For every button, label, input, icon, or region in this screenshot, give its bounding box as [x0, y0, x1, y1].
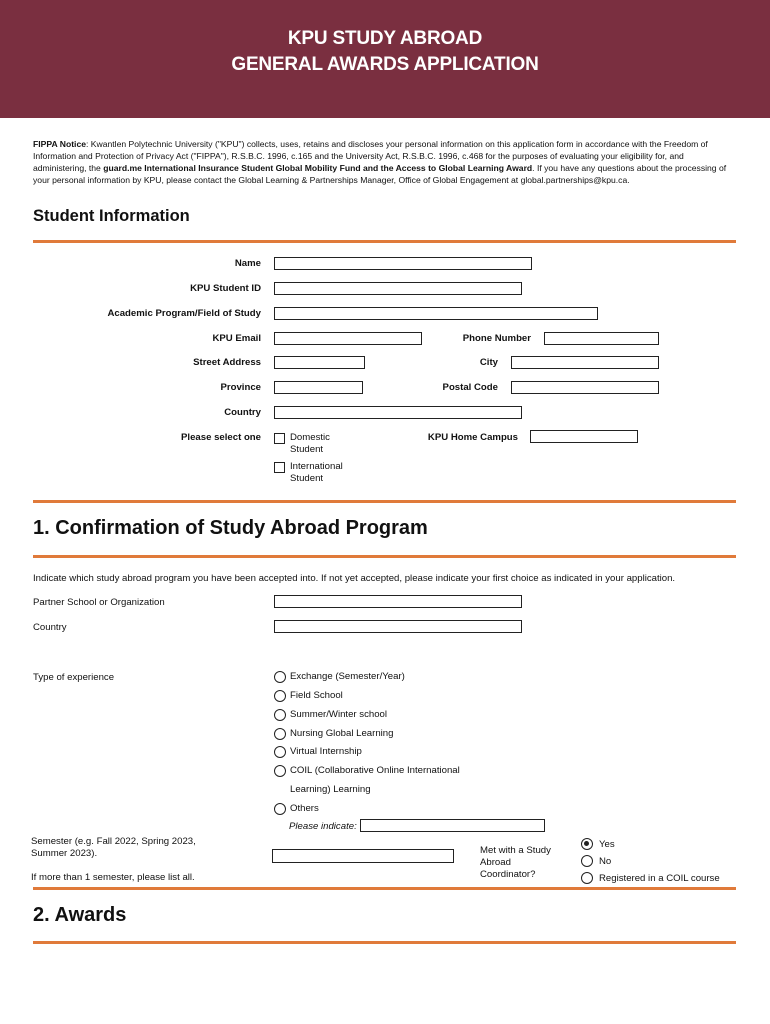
fippa-notice — [33, 138, 733, 186]
street-input[interactable] — [274, 356, 365, 369]
city-input[interactable] — [511, 356, 659, 369]
section-rule — [33, 240, 736, 243]
met-yes-radio[interactable] — [581, 838, 593, 850]
met-coil-option: Registered in a COIL course — [599, 873, 720, 884]
nursing-option: Nursing Global Learning — [290, 728, 394, 739]
student-info-heading: Student Information — [33, 207, 190, 225]
semester-input[interactable] — [272, 849, 454, 863]
section1-heading: 1. Confirmation of Study Abroad Program — [33, 517, 428, 539]
met-no-option: No — [599, 856, 612, 867]
home-campus-input[interactable] — [530, 430, 638, 443]
coil-option-line1: COIL (Collaborative Online International — [290, 765, 460, 776]
phone-input[interactable] — [544, 332, 659, 345]
met-coordinator-label: Met with a Study Abroad Coordinator? — [480, 845, 551, 880]
email-label: KPU Email — [212, 333, 261, 344]
header-title-line1: KPU STUDY ABROAD — [287, 28, 483, 49]
street-label: Street Address — [193, 357, 261, 368]
name-input[interactable] — [274, 257, 532, 270]
section-rule — [33, 941, 736, 944]
select-one-label: Please select one — [181, 432, 261, 443]
coil-radio[interactable] — [274, 765, 286, 777]
field-school-radio[interactable] — [274, 690, 286, 702]
program-input[interactable] — [274, 307, 598, 320]
city-label: City — [479, 357, 498, 368]
name-label: Name — [234, 258, 261, 269]
exchange-option: Exchange (Semester/Year) — [290, 671, 405, 682]
student-id-label: KPU Student ID — [190, 283, 261, 294]
header-banner — [0, 0, 770, 118]
summer-winter-radio[interactable] — [274, 709, 286, 721]
nursing-radio[interactable] — [274, 728, 286, 740]
international-checkbox[interactable] — [274, 462, 285, 473]
virtual-internship-option: Virtual Internship — [290, 746, 362, 757]
province-input[interactable] — [274, 381, 363, 394]
others-radio[interactable] — [274, 803, 286, 815]
section-rule — [33, 555, 736, 558]
section-rule — [33, 500, 736, 503]
please-indicate-input[interactable] — [360, 819, 545, 832]
virtual-internship-radio[interactable] — [274, 746, 286, 758]
fippa-text-1: : Kwantlen Polytechnic University ("KPU") collects, uses, retains and discloses your personal information on this application form in accordance with the Freedom of Information and Protection of Privacy Act ("FIPPA"), R.S.B.C. 1996, c.165 and the University Act, R.S.B.C. 1996, c.468 for the purposes of evaluating your eligibility for, and administering, the — [33, 139, 708, 173]
type-label: Type of experience — [33, 672, 115, 683]
semester-note: If more than 1 semester, please list all. — [31, 872, 195, 883]
header-title-line2: GENERAL AWARDS APPLICATION — [231, 54, 539, 75]
program-label: Academic Program/Field of Study — [107, 308, 261, 319]
province-label: Province — [220, 382, 261, 393]
domestic-label: Domestic Student — [290, 432, 330, 455]
met-coil-radio[interactable] — [581, 872, 593, 884]
fippa-text-2: . If you have any questions about the processing of your personal information by KPU, please contact the Global Learning & Partnerships Manager, Office of Global Engagement at global.partnerships@kpu.ca. — [33, 163, 727, 185]
fippa-award-names: guard.me International Insurance Student Global Mobility Fund and the Access to Global Learning Award — [103, 163, 533, 173]
met-no-radio[interactable] — [581, 855, 593, 867]
coil-option-line2: Learning) Learning — [290, 784, 371, 795]
program-country-label: Country — [33, 622, 67, 633]
postal-label: Postal Code — [442, 382, 498, 393]
partner-label: Partner School or Organization — [33, 597, 165, 608]
home-campus-label: KPU Home Campus — [427, 432, 518, 443]
international-label: International Student — [290, 461, 343, 484]
section2-heading: 2. Awards — [33, 904, 127, 926]
others-option: Others — [290, 803, 319, 814]
please-indicate-label: Please indicate: — [289, 821, 357, 832]
student-id-input[interactable] — [274, 282, 522, 295]
section1-instruction: Indicate which study abroad program you have been accepted into. If not yet accepted, please indicate your first choice as indicated in your application. — [33, 573, 676, 584]
section-rule — [33, 887, 736, 890]
phone-label: Phone Number — [462, 333, 531, 344]
semester-label: Semester (e.g. Fall 2022, Spring 2023, Summer 2023). — [31, 836, 196, 859]
exchange-radio[interactable] — [274, 671, 286, 683]
postal-input[interactable] — [511, 381, 659, 394]
summer-winter-option: Summer/Winter school — [290, 709, 388, 720]
country-input[interactable] — [274, 406, 522, 419]
fippa-label: FIPPA Notice — [33, 139, 87, 149]
field-school-option: Field School — [290, 690, 343, 701]
program-country-input[interactable] — [274, 620, 522, 633]
partner-input[interactable] — [274, 595, 522, 608]
met-yes-option: Yes — [599, 839, 615, 850]
domestic-checkbox[interactable] — [274, 433, 285, 444]
country-label: Country — [224, 407, 261, 418]
email-input[interactable] — [274, 332, 422, 345]
